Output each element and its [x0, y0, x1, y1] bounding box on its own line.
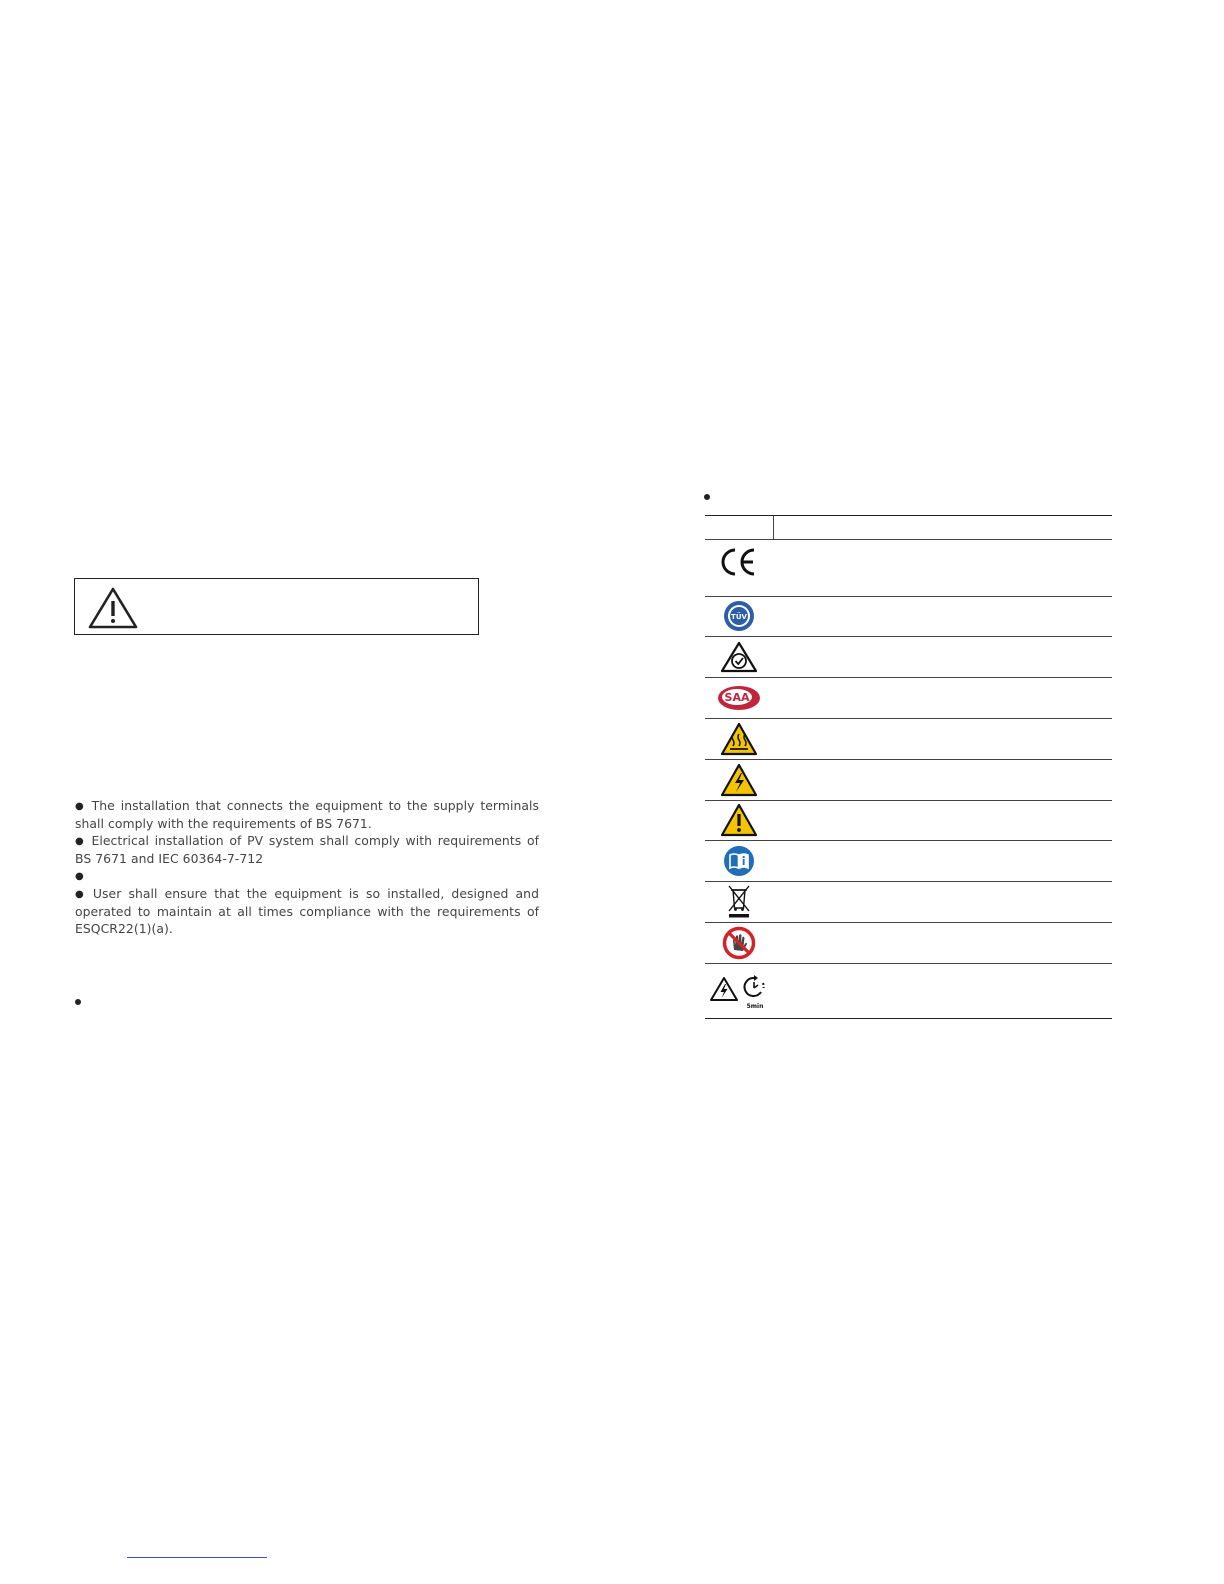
- requirement-paragraph: [75, 867, 539, 885]
- bullet-icon: ●: [75, 871, 84, 882]
- warning-triangle-icon: [87, 586, 139, 630]
- footer-link-underline[interactable]: [127, 1557, 267, 1558]
- discharge-time-warning-icon: [709, 973, 769, 1009]
- bullet-icon: ●: [75, 801, 86, 812]
- general-warning-icon: [720, 803, 758, 837]
- table-row: [705, 759, 773, 800]
- table-row: [705, 596, 773, 636]
- read-manual-icon: [723, 845, 755, 877]
- no-touch-icon: [722, 926, 756, 960]
- svg-text:5min: 5min: [746, 1002, 764, 1009]
- symbols-table: [705, 515, 1112, 1019]
- table-row: [705, 636, 773, 677]
- ce-mark-icon: [720, 547, 758, 577]
- table-row: [705, 718, 773, 759]
- table-column-divider: [773, 516, 774, 539]
- table-row: [705, 840, 773, 881]
- warning-box: [74, 578, 479, 635]
- requirement-paragraph: ● The installation that connects the equipment to the supply terminals shall comply with the requirements of BS 7671.: [75, 798, 539, 831]
- svg-text:TÜV: TÜV: [731, 613, 747, 621]
- table-row: [705, 677, 773, 718]
- saa-mark-icon: [716, 683, 762, 713]
- weee-disposal-icon: [724, 884, 754, 920]
- hot-surface-warning-icon: [720, 722, 758, 756]
- table-row: [705, 963, 773, 1018]
- rcm-mark-icon: [720, 641, 758, 673]
- requirement-paragraph: ● Electrical installation of PV system shall comply with requirements of BS 7671 and IEC 60364-7-712: [75, 833, 539, 866]
- svg-text:SAA: SAA: [724, 690, 750, 704]
- bullet-icon: ●: [75, 889, 87, 900]
- table-row: [705, 881, 773, 922]
- requirement-paragraph: ● User shall ensure that the equipment is so installed, designed and operated to maintain at all times compliance with the requirements of ESQCR22(1)(a).: [75, 886, 539, 936]
- table-row: [705, 539, 773, 585]
- electric-shock-warning-icon: [720, 763, 758, 797]
- bullet-icon: [704, 494, 710, 500]
- table-row: [705, 800, 773, 840]
- table-row: [705, 922, 773, 963]
- bullet-icon: ●: [75, 836, 86, 847]
- bullet-icon: [75, 999, 81, 1005]
- installation-requirements: [75, 797, 539, 937]
- tuv-mark-icon: [722, 599, 756, 633]
